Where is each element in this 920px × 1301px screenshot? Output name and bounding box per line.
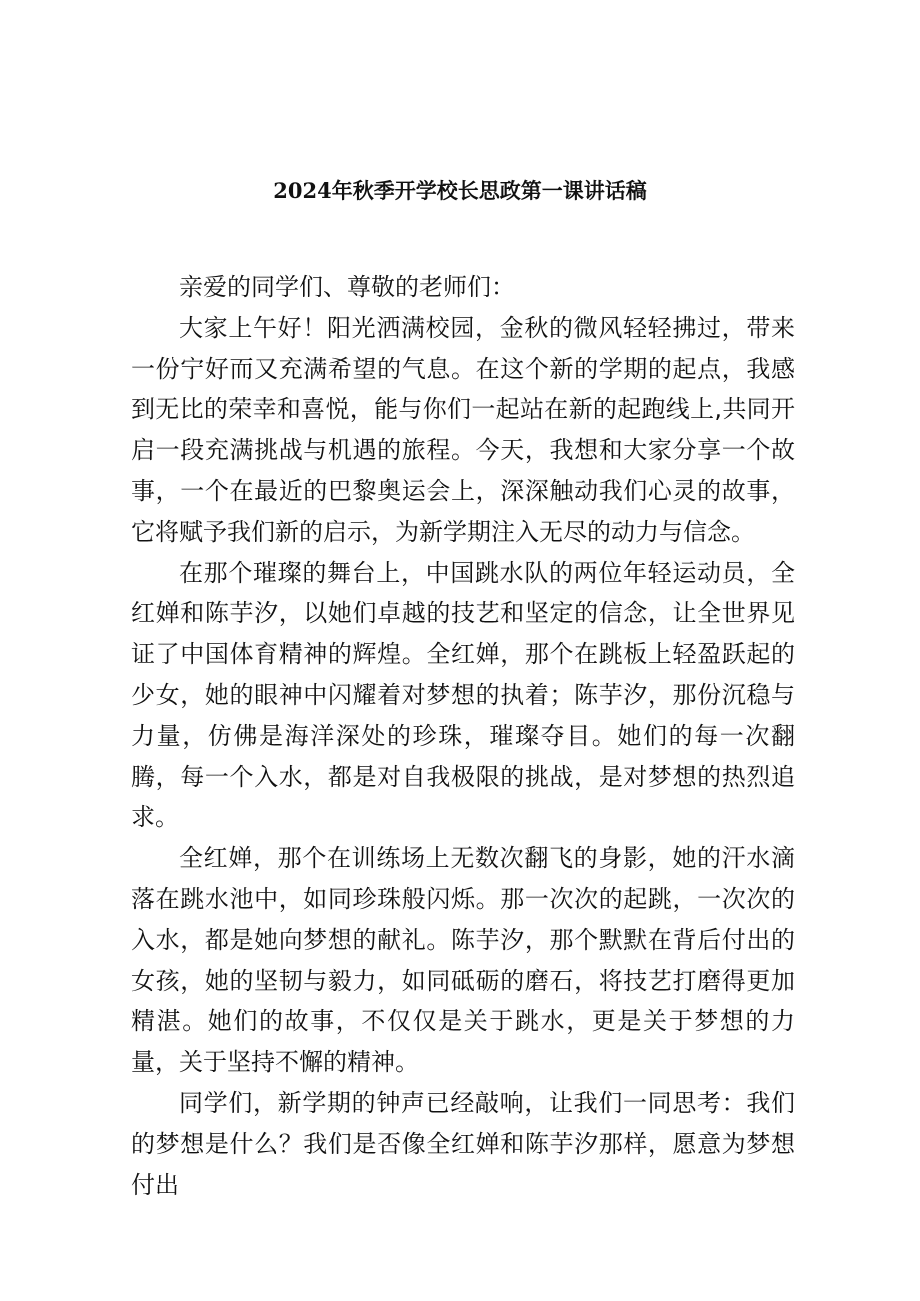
body-paragraph-2: 在那个璀璨的舞台上，中国跳水队的两位年轻运动员，全红婵和陈芋汐，以她们卓越的技艺和坚定的信念，让全世界见证了中国体育精神的辉煌。全红婵，那个在跳板上轻盈跃起的少女，她的眼神中闪耀着对梦想的执着；陈芋汐，那份沉稳与力量，仿佛是海洋深处的珍珠，璀璨夺目。她们的每一次翻腾，每一个入水，都是对自我极限的挑战，是对梦想的热烈追求。 — [131, 558, 795, 832]
body-paragraph-4: 同学们，新学期的钟声已经敲响，让我们一同思考：我们的梦想是什么？我们是否像全红婵和陈芋汐那样，愿意为梦想付出 — [131, 1088, 795, 1199]
document-title: 2024年秋季开学校长思政第一课讲话稿 — [273, 178, 647, 203]
document-body — [131, 267, 795, 1205]
salutation-paragraph: 亲爱的同学们、尊敬的老师们： — [179, 273, 515, 301]
body-paragraph-1: 大家上午好！阳光洒满校园，金秋的微风轻轻拂过，带来一份宁好而又充满希望的气息。在这个新的学期的起点，我感到无比的荣幸和喜悦，能与你们一起站在新的起跑线上,共同开启一段充满挑战与机遇的旅程。今天，我想和大家分享一个故事，一个在最近的巴黎奥运会上，深深触动我们心灵的故事，它将赋予我们新的启示，为新学期注入无尽的动力与信念。 — [131, 313, 795, 546]
body-paragraph-3: 全红婵，那个在训练场上无数次翻飞的身影，她的汗水滴落在跳水池中，如同珍珠般闪烁。那一次次的起跳，一次次的入水，都是她向梦想的献礼。陈芋汐，那个默默在背后付出的女孩，她的坚韧与毅力，如同砥砺的磨石，将技艺打磨得更加精湛。她们的故事，不仅仅是关于跳水，更是关于梦想的力量，关于坚持不懈的精神。 — [131, 844, 795, 1077]
